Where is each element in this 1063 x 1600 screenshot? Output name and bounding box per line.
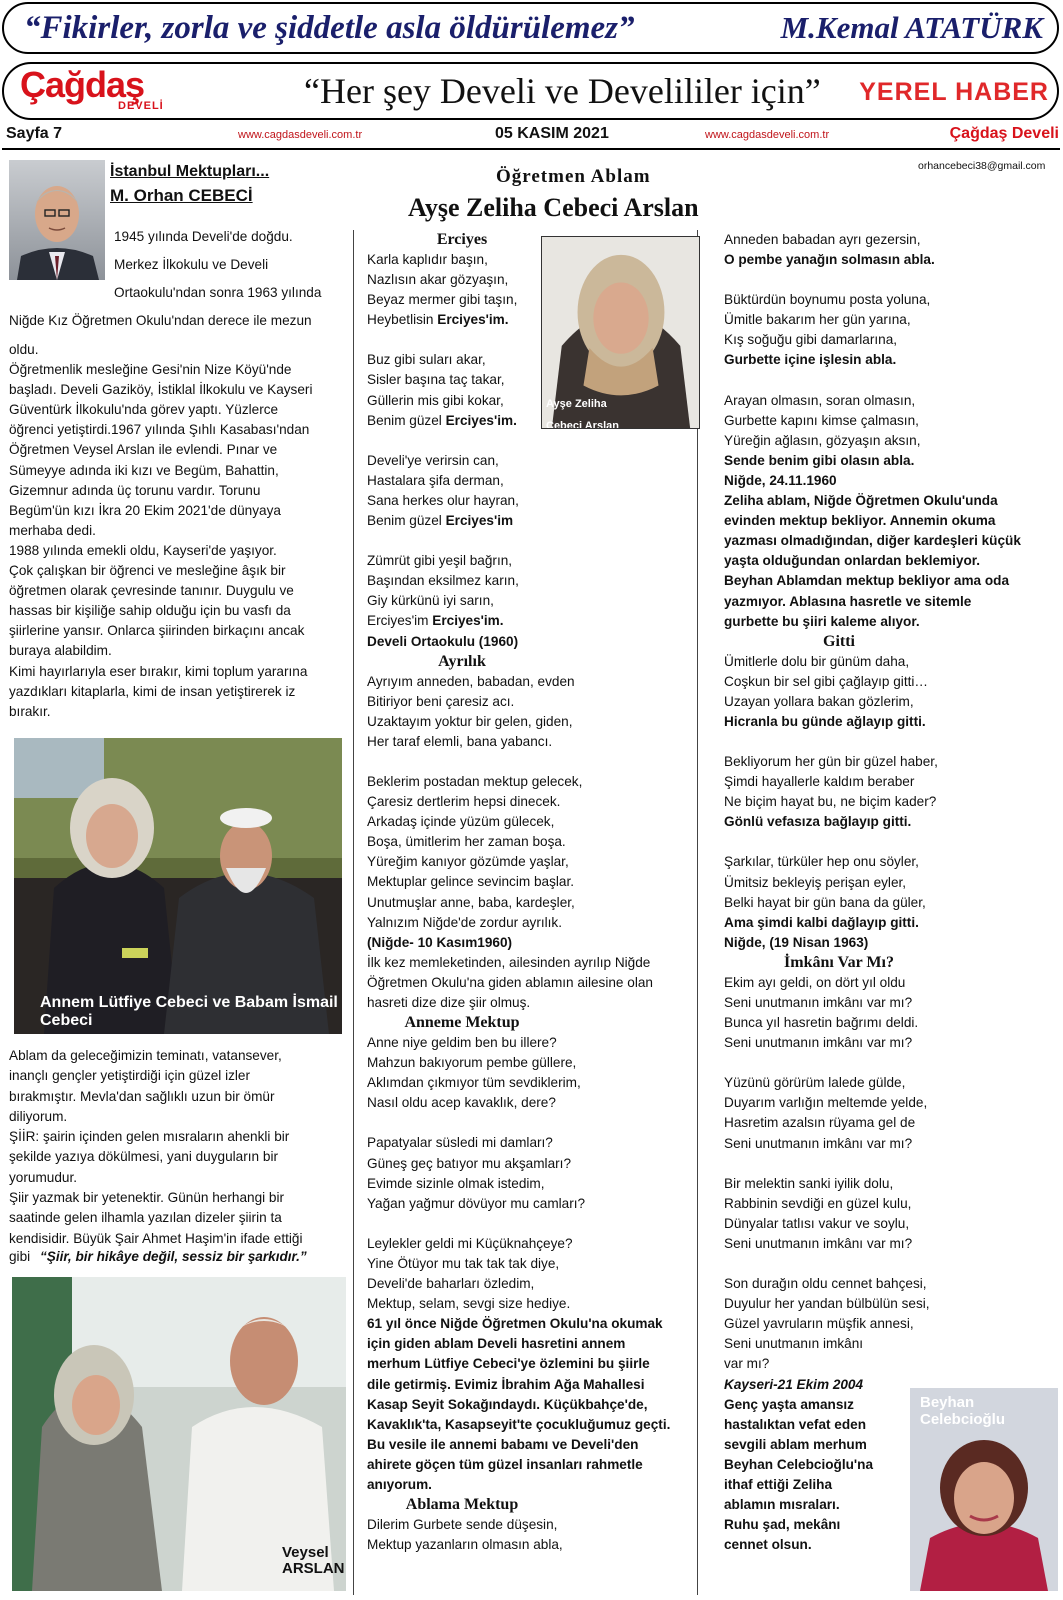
poem-line: Beklerim postadan mektup gelecek, xyxy=(367,773,583,789)
column-author: M. Orhan CEBECİ xyxy=(110,186,253,205)
poem-line: Hastalara şifa derman, xyxy=(367,472,504,488)
bold-line: O pembe yanağın solmasın abla. xyxy=(724,252,935,268)
poem-line: Giy kürkünü iyi sarın, xyxy=(367,593,494,609)
masthead xyxy=(2,62,1059,120)
poem-line-bold: Erciyes'im. xyxy=(445,412,517,428)
poem-line: Ümitsiz bekleyiş perişan eyler, xyxy=(724,874,907,890)
poem-line: Unutmuşlar anne, baba, kardeşler, xyxy=(367,894,575,910)
poem-line: Kış soğuğu gibi damarlarına, xyxy=(724,332,898,348)
poem-line: Mahzun bakıyorum pembe güllere, xyxy=(367,1055,577,1071)
intro-line: 1945 yılında Develi'de doğdu. xyxy=(114,229,293,244)
poem-line: Arayan olmasın, soran olmasın, xyxy=(724,392,916,408)
poem-line: Nasıl oldu acep kavaklık, dere? xyxy=(367,1095,556,1111)
portrait-caption-2: Cebeci Arslan xyxy=(546,420,619,429)
body-line: Niğde Kız Öğretmen Okulu'ndan derece ile mezun xyxy=(9,313,312,328)
bold-line: yaşta olduğundan onlardan beklemiyor. xyxy=(724,553,981,569)
poem-line: Leylekler geldi mi Küçüknahçeye? xyxy=(367,1235,573,1251)
beyhan-photo xyxy=(910,1388,1058,1591)
body-line: Şiir yazmak bir yetenektir. Günün herhangi bir xyxy=(9,1190,285,1206)
body-line: saatinde gelen ilhamla yazılan dizeler şiirin ta xyxy=(9,1210,282,1226)
poem-line-bold: Erciyes'im. xyxy=(432,613,504,629)
poem-line: Seni unutmanın imkânı var mı? xyxy=(724,1035,913,1051)
body-line: bırakır. xyxy=(9,703,51,719)
website-link-left[interactable]: www.cagdasdeveli.com.tr xyxy=(238,129,363,141)
bold-line: Sende benim gibi olasın abla. xyxy=(724,452,915,468)
caption-line-1: Veysel xyxy=(282,1544,329,1561)
body-line: Öğretmen Veysel Arslan ile evlendi. Pınar ve xyxy=(9,442,278,458)
bold-line: Hicranla bu günde ağlayıp gitti. xyxy=(724,713,926,729)
website-link-right[interactable]: www.cagdasdeveli.com.tr xyxy=(705,129,830,141)
column-title: İstanbul Mektupları... xyxy=(110,163,270,180)
poem-line: Güzel yavruların müşfik annesi, xyxy=(724,1316,914,1332)
poems-column-right xyxy=(724,230,1054,1555)
poem-line: Sisler başına taç takar, xyxy=(367,372,505,388)
poem-line-bold: Erciyes'im xyxy=(445,513,514,529)
bold-line: yazması olmadığından, diğer kardeşleri küçük xyxy=(724,533,1021,549)
poem-line: Uzayan yollara bakan gözlerim, xyxy=(724,693,914,709)
poem-line: Ümitle bakarım her gün yarına, xyxy=(724,312,911,328)
poem-line: Mektup yazanların olmasın abla, xyxy=(367,1537,563,1553)
poem-heading: Anneme Mektup xyxy=(404,1014,520,1032)
bold-line: dile getirmiş. Evimiz İbrahim Ağa Mahallesi xyxy=(367,1376,645,1392)
poem-line: Gurbette kapını kimse çalmasın, xyxy=(724,412,919,428)
poem-line: Seni unutmanın imkânı xyxy=(724,1336,864,1352)
closing-line xyxy=(9,1249,307,1264)
stanza-gap xyxy=(724,270,1054,290)
newspaper-slogan: “Her şey Develi ve Develililer için” xyxy=(304,71,821,111)
poem-line: Rabbinin sevdiği en güzel kulu, xyxy=(724,1195,912,1211)
poem-line: Yüreğin ağlasın, gözyaşın aksın, xyxy=(724,432,921,448)
author-email[interactable]: orhancebeci38@gmail.com xyxy=(918,160,1046,172)
poem-line xyxy=(367,310,697,330)
poem-line: Büktürdün boynumu posta yoluna, xyxy=(724,292,931,308)
bold-line: evinden mektup bekliyor. Annemin okuma xyxy=(724,513,996,529)
intro-line: Merkez İlkokulu ve Develi xyxy=(114,257,269,272)
poem-line: Uzaktayım yoktur bir gelen, giden, xyxy=(367,713,573,729)
poem-line: Her taraf elemli, bana yabancı. xyxy=(367,733,553,749)
poem-line-text: Erciyes'im xyxy=(367,613,433,629)
poem-line: Yalnızım Niğde'de zordur ayrılık. xyxy=(367,914,562,930)
bold-line: Genç yaşta amansız xyxy=(724,1396,854,1412)
stanza-gap xyxy=(367,531,697,551)
body-line: yorumudur. xyxy=(9,1169,78,1185)
masthead-quote-bar xyxy=(2,2,1059,54)
bold-line: Beyhan Ablamdan mektup bekliyor ama oda xyxy=(724,573,1010,589)
ahmet-hasim-quote: “Şiir, bir hikâye değil, sessiz bir şarkıdır.” xyxy=(39,1249,307,1264)
poem-line: Şarkılar, türküler hep onu söyler, xyxy=(724,854,919,870)
poem-line: Boşa, ümitlerim her zaman boşa. xyxy=(367,834,566,850)
poem-line: Seni unutmanın imkânı var mı? xyxy=(724,1135,913,1151)
poem-line: Duyulur her yandan bülbülün sesi, xyxy=(724,1296,930,1312)
body-line: Ablam da geleceğimizin teminatı, vatansever, xyxy=(9,1048,282,1063)
poem-line-text: Heybetlisin xyxy=(367,312,438,328)
bold-line: için giden ablam Develi hasretini annem xyxy=(367,1336,626,1352)
beyhan-caption: Beyhan Celebcioğlu xyxy=(920,1394,1006,1428)
column-body-continued xyxy=(9,1046,345,1249)
logo-main-text: Çağdaş xyxy=(20,64,145,105)
body-line: Gizemnur adında üç torunu vardır. Torunu xyxy=(9,482,261,498)
date-line: Kayseri-21 Ekim 2004 xyxy=(724,1376,864,1392)
poem-line: Yüzünü görürüm lalede gülde, xyxy=(724,1075,906,1091)
poem-line: var mı? xyxy=(724,1356,770,1372)
poem-line: Yine Ötüyor mu tak tak tak diye, xyxy=(367,1255,560,1271)
poem-line: Mektuplar gelince sevincim başlar. xyxy=(367,874,575,890)
poem-line: Ekim ayı geldi, on dört yıl oldu xyxy=(724,974,906,990)
body-line: şiirlerine yansır. Onlarca şiirinden birkaçını ancak xyxy=(9,623,305,639)
body-line: kendisidir. Büyük Şair Ahmet Haşim'in ifade ettiği xyxy=(9,1230,303,1246)
stanza-gap xyxy=(367,1214,697,1234)
poem-line: Yüreğim kanıyor gözümde yaşlar, xyxy=(367,854,569,870)
body-line: hassas bir kişiliğe sahip olduğu için bu vasfı da xyxy=(9,603,291,619)
stanza-gap xyxy=(724,1053,1054,1073)
poem-line: Hasretim azalsın rüyama gel de xyxy=(724,1115,916,1131)
stanza-gap xyxy=(724,1254,1054,1274)
body-line: Güventürk İlkokulu'nda görev yaptı. Yüzlerce xyxy=(9,402,279,418)
stanza-gap xyxy=(367,330,697,350)
caption-line-2: ARSLAN xyxy=(282,1560,345,1577)
body-line: Öğretmenlik mesleğine Gesi'nin Nize Köyü'nde xyxy=(9,362,292,378)
body-line: Begüm'ün kızı İkra 20 Ekim 2021'de dünyaya xyxy=(9,502,281,518)
stanza-gap xyxy=(367,752,697,772)
article-kicker: Öğretmen Ablam xyxy=(496,166,651,187)
bold-line: ahirete göçen tüm güzel insanları rahmetle xyxy=(367,1456,643,1472)
bold-line: Develi Ortaokulu (1960) xyxy=(367,633,519,649)
bold-line: anıyorum. xyxy=(367,1476,432,1492)
poem-line: Son durağın oldu cennet bahçesi, xyxy=(724,1276,927,1292)
poem-line: Mektup, selam, sevgi size hediye. xyxy=(367,1296,571,1312)
poem-line: Arkadaş içinde yüzüm gülecek, xyxy=(367,814,555,830)
bold-line: Ama şimdi kalbi dağlayıp gitti. xyxy=(724,914,919,930)
bold-line: ablamın mısraları. xyxy=(724,1497,840,1513)
bold-line: Beyhan Celebcioğlu'na xyxy=(724,1456,874,1472)
poem-line: Güneş geç batıyor mu akşamları? xyxy=(367,1155,571,1171)
closing-prefix: gibi xyxy=(9,1249,31,1264)
poem-heading: Ayrılık xyxy=(438,652,486,670)
poem-line: Zümrüt gibi yeşil bağrın, xyxy=(367,553,513,569)
portrait-caption-1: Ayşe Zeliha xyxy=(546,398,607,410)
poem-line: Duyarım varlığın meltemde yelde, xyxy=(724,1095,928,1111)
bold-line: Kavaklık'ta, Kasapseyit'te çocukluğumuz geçti. xyxy=(367,1416,671,1432)
poem-line: Yağan yağmur dövüyor mu camları? xyxy=(367,1195,586,1211)
bold-line: Gurbette içine işlesin abla. xyxy=(724,352,897,368)
bold-line: sevgili ablam merhum xyxy=(724,1436,867,1452)
body-line: başladı. Develi Gaziköy, İstiklal İlkokulu ve Kayseri xyxy=(9,382,313,398)
poem-line: Güllerin mis gibi kokar, xyxy=(367,392,504,408)
stanza-gap xyxy=(367,431,697,451)
ataturk-quote: “Fikirler, zorla ve şiddetle asla öldürülemez” xyxy=(24,9,635,46)
column-divider-2 xyxy=(697,230,698,1595)
poem-line: Coşkun bir sel gibi çağlayıp gitti… xyxy=(724,673,928,689)
poem-line xyxy=(367,611,697,631)
body-line: öğrenci yetiştirdi.1967 yılında Şıhlı Kasabası'ndan xyxy=(9,422,310,438)
section-label: YEREL HABER xyxy=(859,78,1049,106)
poem-line: Evimde sizinle olmak istedim, xyxy=(367,1175,545,1191)
poem-line: Dilerim Gurbete sende düşesin, xyxy=(367,1517,558,1533)
poem-line: Papatyalar süsledi mi damları? xyxy=(367,1135,553,1151)
issue-date: 05 KASIM 2021 xyxy=(495,125,609,142)
poem-heading: Ablama Mektup xyxy=(405,1496,519,1514)
poem-line xyxy=(367,511,697,531)
poem-line: Karla kaplıdır başın, xyxy=(367,252,488,267)
column-divider-1 xyxy=(353,230,354,1595)
poem-line: Ayrıyım anneden, babadan, evden xyxy=(367,673,575,689)
poem-line: Dünyalar tatlısı vakur ve soylu, xyxy=(724,1215,910,1231)
bold-line: (Niğde- 10 Kasım1960) xyxy=(367,934,513,950)
parents-photo-caption: Annem Lütfiye Cebeci ve Babam İsmail Cebeci xyxy=(40,994,338,1029)
poem-line: Bunca yıl hasretin bağrımı deldi. xyxy=(724,1015,919,1031)
poem-line: Ne biçim hayat bu, ne biçim kader? xyxy=(724,794,937,810)
poem-line: İlk kez memleketinden, ailesinden ayrılıp Niğde xyxy=(367,954,651,970)
poem-line: Buz gibi suları akar, xyxy=(367,352,486,368)
poems-column-middle xyxy=(367,230,697,1555)
poem-line-bold: Erciyes'im. xyxy=(437,312,509,328)
body-line: bırakmıştır. Mevla'dan sağlıklı uzun bir ömür xyxy=(9,1088,275,1104)
poem-line: Develi'ye verirsin can, xyxy=(367,452,499,468)
poem-line: Bir melektin sanki iyilik dolu, xyxy=(724,1175,894,1191)
poem-line: Anneden babadan ayrı gezersin, xyxy=(724,232,921,247)
bold-line: yazmıyor. Ablasına hasretle ve sitemle xyxy=(724,593,972,609)
bold-line: merhum Lütfiye Cebeci'ye özlemini bu şiirle xyxy=(367,1356,650,1372)
body-line: ŞİİR: şairin içinden gelen mısraların ahenkli bir xyxy=(9,1129,290,1145)
intro-line: Ortaokulu'ndan sonra 1963 yılında xyxy=(114,285,322,300)
bold-line: 61 yıl önce Niğde Öğretmen Okulu'na okumak xyxy=(367,1316,663,1332)
stanza-gap xyxy=(724,371,1054,391)
poem-line: Nazlısın akar gözyaşın, xyxy=(367,272,509,288)
poem-line: Aklımdan çıkmıyor tüm sevdiklerim, xyxy=(367,1075,581,1091)
poem-line: Ümitlerle dolu bir günüm daha, xyxy=(724,653,910,669)
bold-line: Niğde, 24.11.1960 xyxy=(724,472,837,488)
stanza-gap xyxy=(367,1113,697,1133)
poem-line-text: Benim güzel xyxy=(367,412,446,428)
poem-line: Belki hayat bir gün bana da güler, xyxy=(724,894,926,910)
quote-author: M.Kemal ATATÜRK xyxy=(780,10,1043,45)
bold-line: hastalıktan vefat eden xyxy=(724,1416,867,1432)
body-line: diliyorum. xyxy=(9,1108,68,1124)
newspaper-logo[interactable] xyxy=(20,64,190,114)
header-divider xyxy=(2,148,1060,150)
bold-line: Niğde, (19 Nisan 1963) xyxy=(724,934,869,950)
bold-line: Zeliha ablam, Niğde Öğretmen Okulu'unda xyxy=(724,493,998,509)
bold-line: cennet olsun. xyxy=(724,1537,812,1553)
poem-heading: Gitti xyxy=(823,632,855,650)
article-headline: Ayşe Zeliha Cebeci Arslan xyxy=(408,193,699,222)
page-number: Sayfa 7 xyxy=(6,125,63,142)
body-line: oldu. xyxy=(9,342,39,357)
body-line: Kimi hayırlarıyla eser bırakır, kimi toplum yararına xyxy=(9,663,308,679)
poem-line: Çaresiz dertlerim hepsi dinecek. xyxy=(367,794,561,810)
couple-photo xyxy=(12,1277,346,1591)
couple-photo-caption xyxy=(282,1545,345,1577)
body-line: Sümeyye adında iki kızı ve Begüm, Bahattin, xyxy=(9,462,279,478)
brand-label: Çağdaş Develi xyxy=(949,125,1059,142)
bold-line: Kasap Seyit Sokağındaydı. Küçükbahçe'de, xyxy=(367,1396,648,1412)
body-line: öğretmen olarak çevresinde tanınır. Duygulu ve xyxy=(9,583,294,599)
poem-heading: İmkânı Var Mı? xyxy=(784,953,894,971)
bold-line: Ruhu şad, mekânı xyxy=(724,1517,841,1533)
poem-line: Develi'de baharları özledim, xyxy=(367,1276,535,1292)
poem-line: Seni unutmanın imkânı var mı? xyxy=(724,1235,913,1251)
poem-line: Beyaz mermer gibi taşın, xyxy=(367,292,518,308)
poem-line: Seni unutmanın imkânı var mı? xyxy=(724,995,913,1010)
author-portrait xyxy=(9,160,105,280)
logo-sub-text: DEVELİ xyxy=(118,100,164,112)
poem-line: hasreti dize dize şiir olmuş. xyxy=(367,995,531,1010)
body-line: buraya alabildim. xyxy=(9,643,112,659)
stanza-gap xyxy=(724,832,1054,852)
poem-line: Başından eksilmez karın, xyxy=(367,573,519,589)
poem-line: Bitiriyor beni çaresiz acı. xyxy=(367,693,515,709)
bold-line: ithaf ettiği Zeliha xyxy=(724,1476,832,1492)
body-line: inançlı gençler yetiştirdiği için güzel izler xyxy=(9,1068,251,1084)
poem-line xyxy=(367,411,697,431)
body-line: yazdıkları kitaplarla, kimi de insan yetiştirerek iz xyxy=(9,683,296,699)
bold-line: Bu vesile ile annemi babamı ve Develi'den xyxy=(367,1436,639,1452)
poem-line: Sana herkes olur hayran, xyxy=(367,492,519,508)
body-line: Çok çalışkan bir öğrenci ve mesleğine âşık bir xyxy=(9,563,286,579)
column-body xyxy=(9,340,341,722)
bold-line: gurbette bu şiiri kaleme alıyor. xyxy=(724,613,920,629)
body-line: şekilde yazıya dökülmesi, yani duyguların bir xyxy=(9,1149,278,1165)
poem-line-text: Benim güzel xyxy=(367,513,446,529)
poem-line: Şimdi hayallerle kaldım beraber xyxy=(724,774,915,790)
poem-heading: Erciyes xyxy=(436,231,488,248)
poem-line: Anne niye geldim ben bu illere? xyxy=(367,1035,557,1051)
poem-line: Bekliyorum her gün bir güzel haber, xyxy=(724,754,938,770)
poem-line: Öğretmen Okulu'na giden ablamın ailesine olan xyxy=(367,974,653,990)
stanza-gap xyxy=(724,1154,1054,1174)
bold-line: Gönlü vefasıza bağlayıp gitti. xyxy=(724,814,912,830)
body-line: 1988 yılında emekli oldu, Kayseri'de yaşıyor. xyxy=(9,542,277,558)
stanza-gap xyxy=(724,732,1054,752)
parents-photo xyxy=(14,738,342,1034)
body-line: merhaba dedi. xyxy=(9,522,96,538)
